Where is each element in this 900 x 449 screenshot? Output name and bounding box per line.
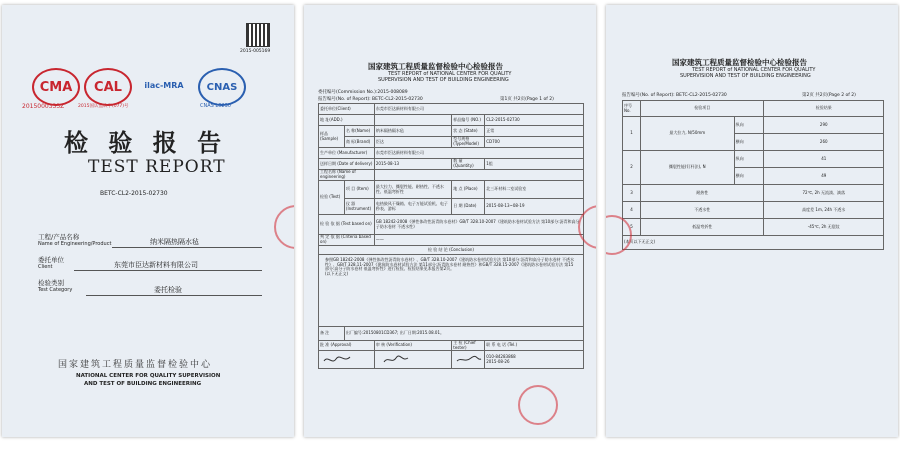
chief-tester-signature (452, 351, 485, 369)
brand-value: 臣达 (374, 137, 451, 148)
product-underline (112, 247, 262, 248)
tel-label: 联 系 电 话 (Tel.) (485, 341, 584, 351)
col-no-header: 序号 No. (623, 101, 641, 117)
red-seal-stamp (274, 205, 294, 249)
page-header-en-2: SUPERVISION AND TEST OF BUILDING ENGINEERING (680, 73, 811, 79)
engineering-label: 工程名称 (Name of engineering) (319, 170, 375, 181)
page-indicator: 第1页 共2页(Page 1 of 2) (500, 97, 554, 102)
row-item: 最大拉力, N/50mm (640, 117, 734, 151)
test-date-value: 2015-08-13~08-19 (485, 199, 584, 215)
row-value: -45℃, 2h 无裂纹 (764, 219, 884, 236)
name-label: 名 称(Name) (344, 126, 374, 137)
product-label-en: Name of Engineering/Product (38, 241, 112, 247)
engineering-value (374, 170, 583, 181)
test-basis-value: GB 18242-2008《弹性体改性沥青防水卷材》GB/T 328.10-2007《建筑防水卷材试验方法 第10部分:沥青和高分子防水卷材 不透水性》 (374, 215, 583, 235)
cma-code: 2015000333Z (22, 103, 65, 110)
approval-signature (319, 351, 375, 369)
page-indicator: 第2页 共2页(Page 2 of 2) (802, 93, 856, 98)
delivery-date-value: 2015-08-13 (374, 159, 451, 170)
item-value: 最大拉力、撕裂性能、耐热性、不透水性、低温弯折性 (374, 181, 451, 199)
row-no: 5 (623, 219, 641, 236)
page-header-en-1: TEST REPORT of NATIONAL CENTER FOR QUALITY (692, 67, 816, 73)
org-name-en-2: AND TEST OF BUILDING ENGINEERING (84, 381, 202, 387)
chief-tester-label: 主 检 (Chief tester) (452, 341, 485, 351)
page-header-cn: 国家建筑工程质量监督检验中心检验报告 (672, 58, 807, 67)
row-value: 260 (764, 134, 884, 151)
instrument-value: 电热鼓风干燥箱、电子万能试验机、电子秒表、游标 (374, 199, 451, 215)
row-no: 4 (623, 202, 641, 219)
product-value: 纳米隔热隔水毡 (150, 238, 199, 246)
red-seal-stamp (518, 385, 558, 425)
remark-value: 出厂编号:20150801CD367; 出厂日期:2015.08.01。 (344, 327, 583, 341)
report-number: 报告编号(No. of Report): BETC-CL2-2015-02730 (622, 93, 727, 98)
category-label-cn: 检验类别 (38, 279, 64, 287)
row-sub: 横向 (734, 134, 764, 151)
row-item: 低温弯折性 (640, 219, 764, 236)
report-title-cn: 检 验 报 告 (64, 128, 228, 157)
remark-label: 备 注 (319, 327, 345, 341)
instrument-label: 仪 器 (Instrument) (344, 199, 374, 215)
brand-label: 商 标(Brand) (344, 137, 374, 148)
verification-signature (374, 351, 451, 369)
delivery-date-label: 送样日期 (Date of delivery) (319, 159, 375, 170)
item-label: 项 目 (Item) (344, 181, 374, 199)
test-date-label: 日 期 (Date) (452, 199, 485, 215)
row-no: 3 (623, 185, 641, 202)
ilac-mra-logo-icon: ilac-MRA (144, 80, 184, 90)
quantity-label: 数 量 (Quantity) (452, 159, 485, 170)
end-of-page-note: (本页以下无正文) (623, 236, 884, 250)
conclusion-label: 检 验 结 论 (Conclusion) (319, 246, 584, 255)
client-label-cn: 委托单位 (38, 256, 64, 264)
test-label: 检验 (Test) (319, 181, 345, 215)
serial-number: 2015-005169 (240, 49, 271, 54)
client-label: 委托单位(Client) (319, 104, 375, 115)
row-value: 高度差 1m, 24h 不透水 (764, 202, 884, 219)
place-value: 北三环材料二室试验室 (485, 181, 584, 199)
client-label-en: Client (38, 264, 53, 270)
col-item-header: 检验项目 (640, 101, 764, 117)
model-value: CD700 (485, 137, 584, 148)
cma-logo-icon: CMA (32, 68, 80, 106)
report-page-1 (304, 5, 596, 437)
quantity-value: 1组 (485, 159, 584, 170)
criteria-label: 判 定 依 据 (Criteria based on) (319, 235, 375, 246)
row-no: 1 (623, 117, 641, 151)
cal-caption: 2015国认监认字(077)号 (78, 104, 129, 109)
address-value (374, 115, 451, 126)
client-underline (74, 270, 262, 271)
col-result-header: 检验结果 (764, 101, 884, 117)
row-sub: 横向 (734, 168, 764, 185)
row-no: 2 (623, 151, 641, 185)
report-cover-page (2, 5, 294, 437)
product-label-cn: 工程/产品名称 (38, 233, 80, 241)
page-header-en-1: TEST REPORT of NATIONAL CENTER FOR QUALITY (388, 71, 512, 77)
row-value: 41 (764, 151, 884, 168)
cal-logo-icon: CAL (84, 68, 132, 106)
report-title-en: TEST REPORT (88, 157, 226, 177)
commission-number: 委托编号(Commission No.):2015-008089 (318, 90, 408, 95)
report-page-2 (606, 5, 898, 437)
report-number: BETC-CL2-2015-02730 (100, 190, 168, 197)
test-basis-label: 检 验 依 据 (Test based on) (319, 215, 375, 235)
state-label: 状 态 (State) (452, 126, 485, 137)
row-value: 72℃, 2h 无流淌、滴落 (764, 185, 884, 202)
org-name-en-1: NATIONAL CENTER FOR QUALITY SUPERVISION (76, 373, 221, 379)
place-label: 地 点 (Place) (452, 181, 485, 199)
row-item: 耐热性 (640, 185, 764, 202)
row-item: 不透水性 (640, 202, 764, 219)
row-sub: 纵向 (734, 151, 764, 168)
row-value: 49 (764, 168, 884, 185)
conclusion-text: 参照GB 18242-2008《弹性体改性沥青防水卷材》、GB/T 328.10-2007《建筑防水卷材试验方法 第10部分:沥青和高分子防水卷材 不透水性》、GB/T 328.11-2007《建筑防水卷材试验方法 第11部分:沥青防水卷材 耐热性》和GB/T 328.15-2007《建筑防水卷材试验方法 第15部分:高分子防水卷材 低温弯折性》进行检验。检验结果见本报告第2页。 (325, 257, 574, 272)
category-label-en: Test Category (38, 287, 73, 293)
conclusion-end: (以下无正文) (325, 270, 349, 276)
verification-label: 审 核 (Verification) (374, 341, 451, 351)
sample-no-value: CL2-2015-02730 (485, 115, 584, 126)
address-label: 地 址(ADD.) (319, 115, 375, 126)
name-value: 纳米隔热隔水毡 (374, 126, 451, 137)
tel-value: 010-84283868 (486, 354, 516, 360)
report-info-table (318, 103, 584, 369)
approval-label: 批 准 (Approval) (319, 341, 375, 351)
manufacturer-value: 东莞市臣达新材料有限公司 (374, 148, 583, 159)
client-value: 东莞市臣达新材料有限公司 (374, 104, 583, 115)
state-value: 正常 (485, 126, 584, 137)
manufacturer-label: 生产单位 (Manufacturer) (319, 148, 375, 159)
row-item: 撕裂性能(钉杆法), N (640, 151, 734, 185)
org-name-cn: 国家建筑工程质量监督检验中心 (58, 360, 213, 370)
qr-code-icon (246, 23, 270, 47)
model-label: 型号规格 (Type/Model) (452, 137, 485, 148)
category-value: 委托检验 (154, 286, 182, 294)
row-value: 290 (764, 117, 884, 134)
issue-date: 2015-08-26 (486, 358, 510, 364)
category-underline (86, 295, 262, 296)
sample-no-label: 样品编号 (NO.) (452, 115, 485, 126)
row-sub: 纵向 (734, 117, 764, 134)
cnas-logo-icon: CNAS (198, 68, 246, 106)
results-table (622, 100, 884, 250)
sample-label: 样品 (Sample) (319, 126, 345, 148)
report-number: 报告编号(No. of Report): BETC-CL2-2015-02730 (318, 97, 423, 102)
client-value: 东莞市臣达新材料有限公司 (114, 261, 198, 269)
page-header-en-2: SUPERVISION AND TEST OF BUILDING ENGINEERING (378, 77, 509, 83)
cnas-caption: CNAS L0230 (200, 103, 231, 109)
page-header-cn: 国家建筑工程质量监督检验中心检验报告 (368, 62, 503, 71)
criteria-value: —— (374, 235, 583, 246)
